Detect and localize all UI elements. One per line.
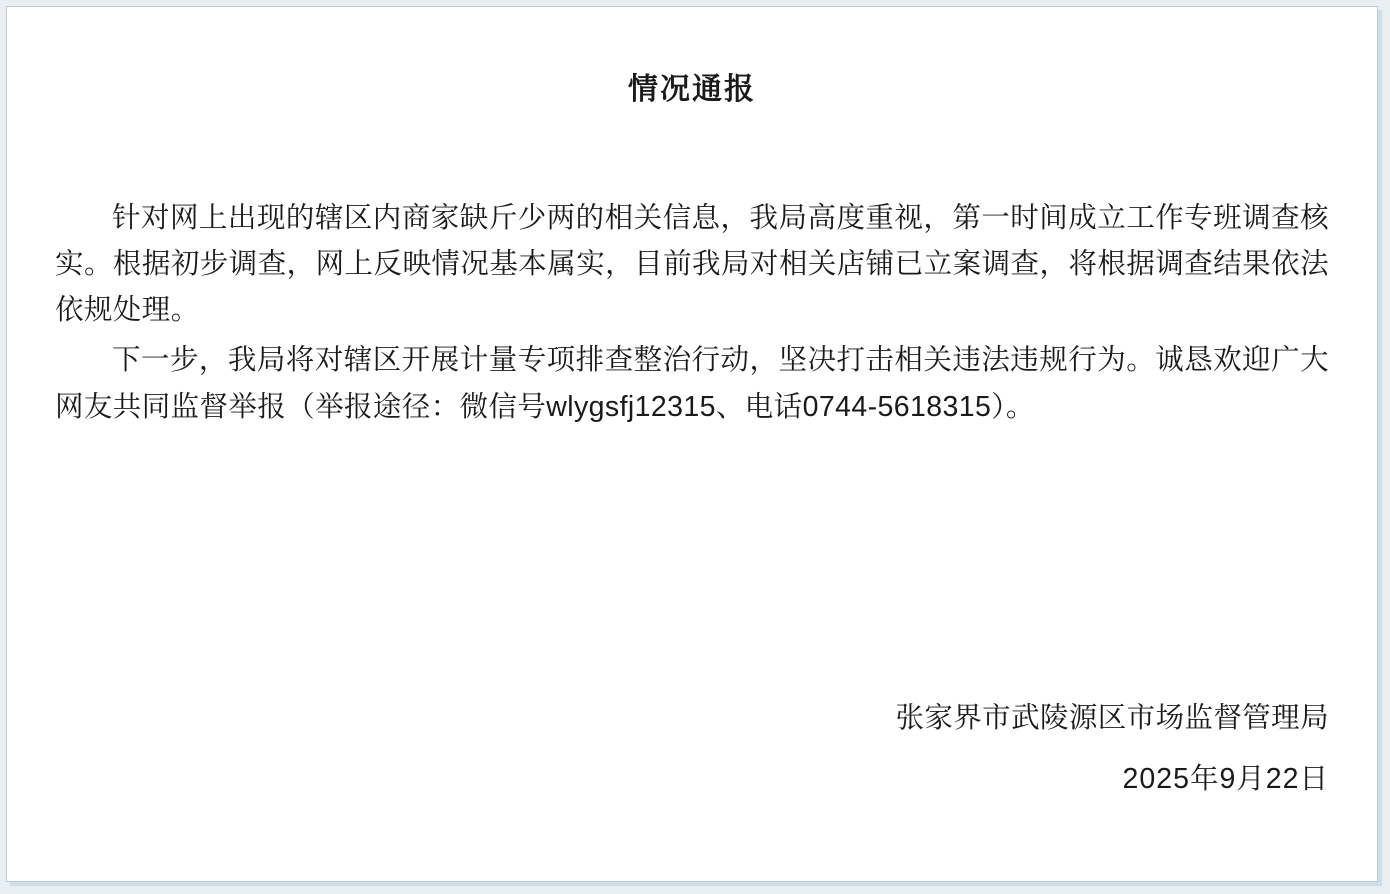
paragraph-2: 下一步，我局将对辖区开展计量专项排查整治行动，坚决打击相关违法违规行为。诚恳欢迎广大网友共同监督举报（举报途径：微信号wlygsfj12315、电话0744-5618315）。 bbox=[55, 344, 1329, 423]
signature-date: 2025年9月22日 bbox=[1122, 763, 1329, 796]
document-page bbox=[6, 6, 1378, 882]
page-title: 情况通报 bbox=[628, 73, 756, 106]
signature-block bbox=[895, 696, 1329, 803]
document-body bbox=[7, 7, 1377, 881]
signature-organization: 张家界市武陵源区市场监督管理局 bbox=[895, 701, 1329, 734]
paragraph-1: 针对网上出现的辖区内商家缺斤少两的相关信息，我局高度重视，第一时间成立工作专班调查核实。根据初步调查，网上反映情况基本属实，目前我局对相关店铺已立案调查，将根据调查结果依法依规处理。 bbox=[55, 202, 1329, 327]
